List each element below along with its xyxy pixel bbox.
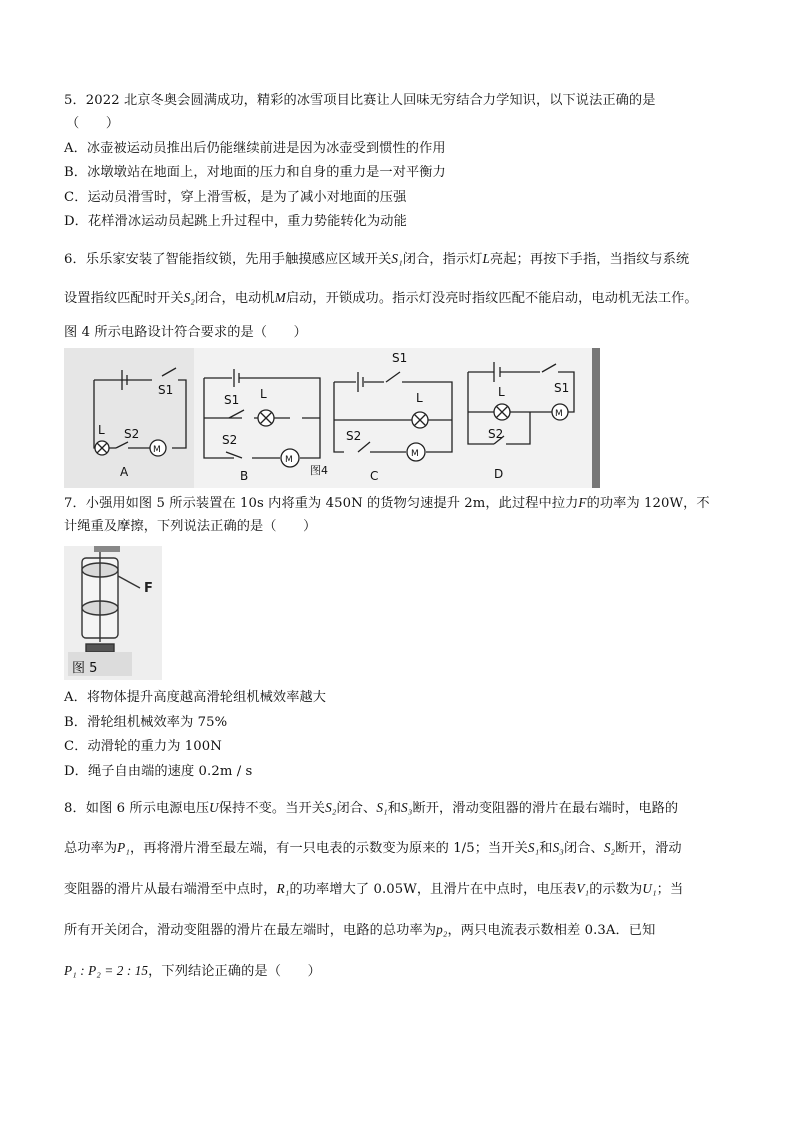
- fig4-c-lamp: L: [416, 391, 423, 405]
- fig4-a-motor: M: [153, 445, 161, 455]
- fig4-b-s2: S2: [222, 433, 238, 447]
- fig4-c-s2: S2: [346, 429, 362, 443]
- q7-line-2: 计绳重及摩擦，下列说法正确的是（ ）: [64, 519, 317, 534]
- q8-line-5: P₁ : P₂ = 2 : 15，下列结论正确的是（ ）: [64, 963, 321, 979]
- q6-line-2: 设置指纹匹配时开关S₂闭合，电动机M启动，开锁成功。指示灯没亮时指纹匹配不能启动，电动机无法工作。: [64, 290, 698, 306]
- fig4-c-motor: M: [411, 449, 419, 459]
- q5-blank: （ ）: [66, 116, 120, 131]
- q5-stem: 5．2022 北京冬奥会圆满成功，精彩的冰雪项目比赛让人回味无穷结合力学知识，以下说法正确的是: [64, 93, 656, 108]
- q5-option-c: C．运动员滑雪时，穿上滑雪板，是为了减小对地面的压强: [64, 190, 407, 205]
- figure-4-circuits: [64, 348, 600, 488]
- q8-line-3: 变阻器的滑片从最右端滑至中点时，R₁的功率增大了 0.05W，且滑片在中点时，电压表V₁的示数为U₁；当: [64, 881, 684, 897]
- fig4-d-lamp: L: [498, 385, 505, 399]
- fig5-force: F: [144, 581, 153, 596]
- fig4-label-a: A: [120, 465, 129, 479]
- figure-5-pulley: [64, 546, 162, 680]
- q6-line-1: 6．乐乐家安装了智能指纹锁，先用手触摸感应区域开关S₁闭合，指示灯L亮起；再按下手指，当指纹与系统: [64, 251, 690, 267]
- q7-option-b: B．滑轮组机械效率为 75%: [64, 715, 228, 730]
- q8-line-4: 所有开关闭合，滑动变阻器的滑片在最左端时，电路的总功率为p₂，两只电流表示数相差 0.3A．已知: [64, 922, 656, 938]
- fig4-d-s1: S1: [554, 381, 570, 395]
- q7-option-c: C．动滑轮的重力为 100N: [64, 739, 222, 754]
- q7-line-1: 7．小强用如图 5 所示装置在 10s 内将重为 450N 的货物匀速提升 2m，此过程中拉力F的功率为 120W，不: [64, 495, 710, 511]
- fig4-a-s2: S2: [124, 427, 140, 441]
- fig4-label-d: D: [494, 467, 504, 481]
- q7-option-d: D．绳子自由端的速度 0.2m / s: [64, 764, 253, 779]
- fig4-d-s2: S2: [488, 427, 504, 441]
- fig4-b-s1: S1: [224, 393, 240, 407]
- fig4-b-lamp: L: [260, 387, 267, 401]
- q8-line-2: 总功率为P₁，再将滑片滑至最左端，有一只电表的示数变为原来的 1/5；当开关S₁和S₃闭合、S₂断开，滑动: [64, 840, 682, 856]
- fig4-a-s1: S1: [158, 383, 174, 397]
- q5-option-b: B．冰墩墩站在地面上，对地面的压力和自身的重力是一对平衡力: [64, 165, 446, 180]
- fig4-c-s1: S1: [392, 351, 408, 365]
- q5-option-a: A．冰壶被运动员推出后仍能继续前进是因为冰壶受到惯性的作用: [64, 141, 446, 156]
- fig5-caption: 图 5: [72, 661, 98, 676]
- fig4-a-lamp: L: [98, 423, 105, 437]
- q8-line-1: 8．如图 6 所示电源电压U保持不变。当开关S₂闭合、S₁和S₃断开，滑动变阻器的滑片在最右端时，电路的: [64, 800, 679, 816]
- fig4-b-motor: M: [285, 455, 293, 465]
- fig4-caption: 图4: [310, 464, 328, 477]
- q6-line-3: 图 4 所示电路设计符合要求的是（ ）: [64, 325, 307, 340]
- q7-option-a: A．将物体提升高度越高滑轮组机械效率越大: [64, 690, 327, 705]
- q5-option-d: D．花样滑冰运动员起跳上升过程中，重力势能转化为动能: [64, 214, 407, 229]
- fig4-d-motor: M: [555, 409, 563, 419]
- fig4-label-b: B: [240, 469, 249, 483]
- fig4-label-c: C: [370, 469, 379, 483]
